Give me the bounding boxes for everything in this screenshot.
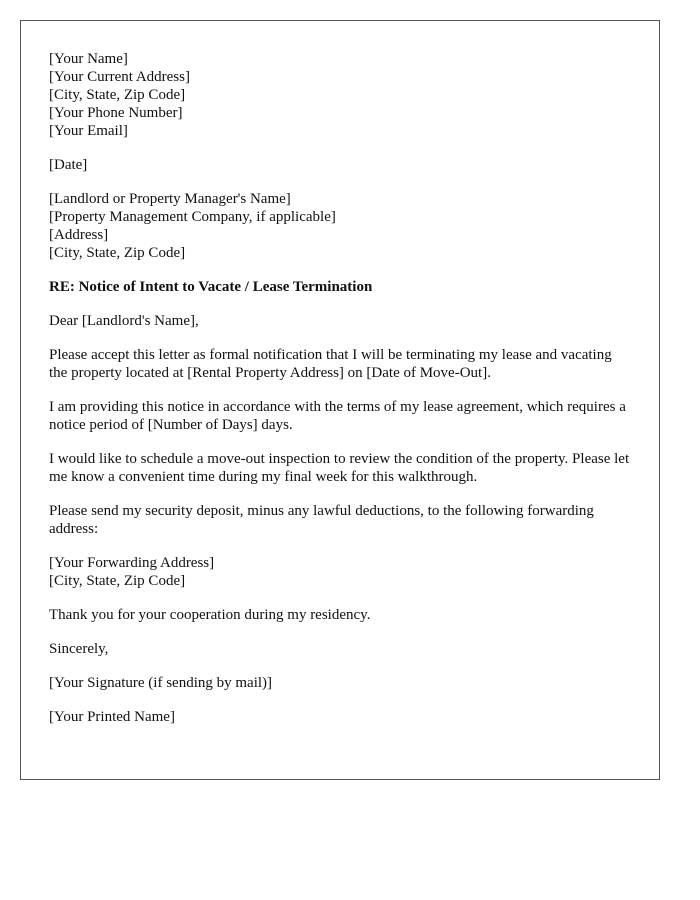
salutation: Dear [Landlord's Name],	[49, 313, 199, 329]
closing: Sincerely,	[49, 641, 109, 657]
forwarding-city-state-zip: [City, State, Zip Code]	[49, 573, 186, 589]
recipient-city-state-zip: [City, State, Zip Code]	[49, 245, 186, 261]
recipient-address: [Address]	[49, 227, 109, 243]
signature-line: [Your Signature (if sending by mail)]	[49, 675, 273, 691]
body-paragraph: Please accept this letter as formal notification that I will be terminating my lease and vacating the property located at [Rental Property Address] on [Date of Move-Out].	[49, 347, 612, 381]
forwarding-address: [Your Forwarding Address]	[49, 555, 215, 571]
date-block	[49, 156, 631, 174]
sender-name: [Your Name]	[49, 51, 128, 67]
sender-phone: [Your Phone Number]	[49, 105, 183, 121]
recipient-name: [Landlord or Property Manager's Name]	[49, 191, 291, 207]
printed-name: [Your Printed Name]	[49, 709, 175, 725]
sender-block	[49, 50, 631, 140]
recipient-block	[49, 190, 631, 262]
recipient-company: [Property Management Company, if applicable]	[49, 209, 336, 225]
letter-page	[20, 20, 660, 780]
sender-address: [Your Current Address]	[49, 69, 190, 85]
sender-email: [Your Email]	[49, 123, 128, 139]
body-paragraph: Please send my security deposit, minus any lawful deductions, to the following forwarding address:	[49, 503, 594, 537]
sender-city-state-zip: [City, State, Zip Code]	[49, 87, 186, 103]
body-paragraph: I am providing this notice in accordance with the terms of my lease agreement, which requires a notice period of [Number of Days] days.	[49, 399, 626, 433]
body-paragraph: I would like to schedule a move-out inspection to review the condition of the property. Please let me know a convenient time during my final week for this walkthrough.	[49, 451, 630, 485]
subject-line: RE: Notice of Intent to Vacate / Lease Termination	[49, 279, 373, 295]
forwarding-address-block	[49, 554, 631, 590]
thanks-line: Thank you for your cooperation during my residency.	[49, 607, 371, 623]
letter-date: [Date]	[49, 157, 88, 173]
